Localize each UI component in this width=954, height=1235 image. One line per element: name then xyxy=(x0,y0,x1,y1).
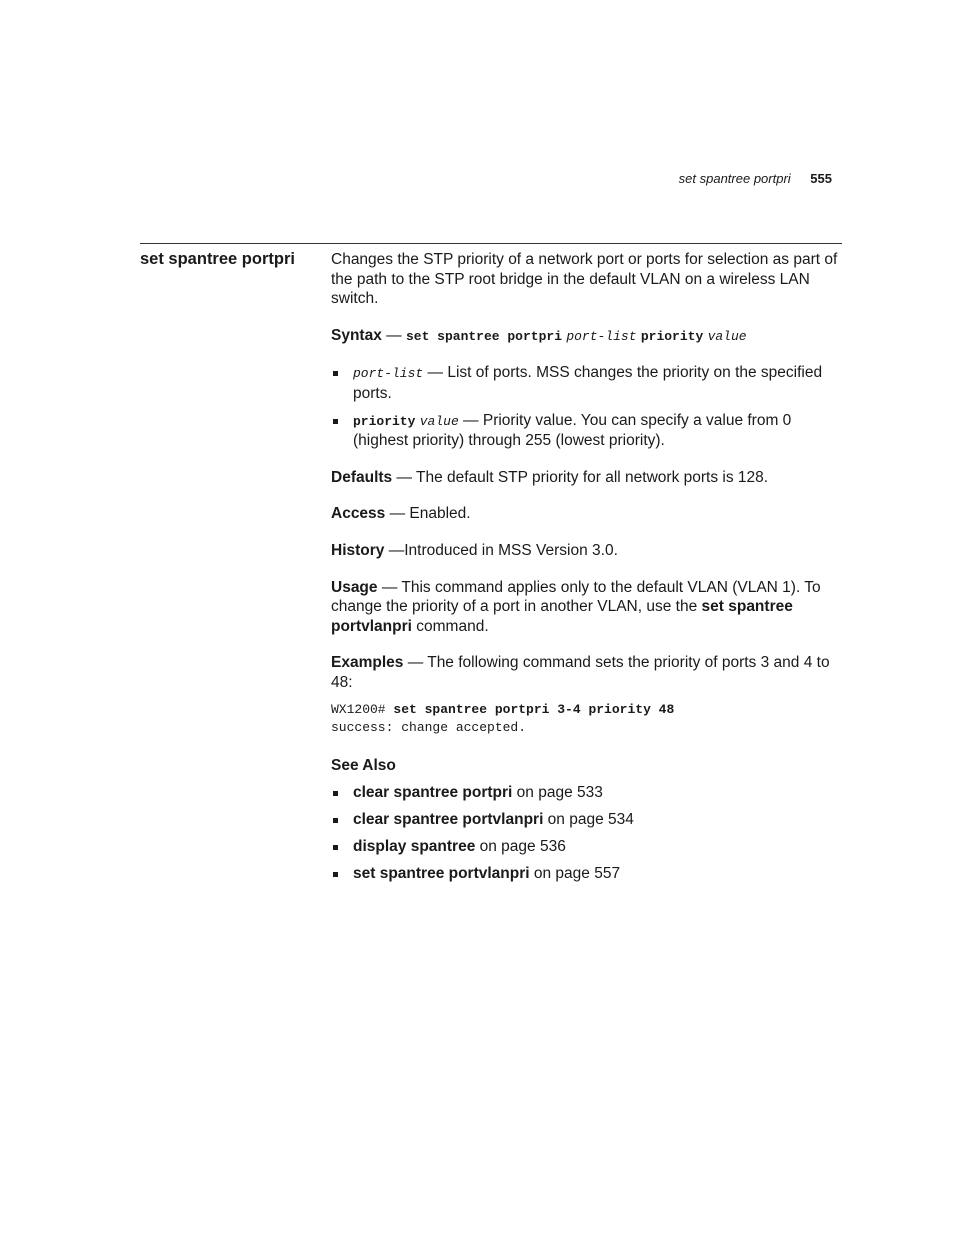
running-header-title: set spantree portpri xyxy=(678,171,791,186)
list-item xyxy=(331,783,841,803)
usage-label: Usage xyxy=(331,578,378,596)
code-command: set spantree portpri 3-4 priority 48 xyxy=(393,701,675,717)
defaults-paragraph xyxy=(331,468,841,488)
list-item xyxy=(331,837,841,857)
see-also-heading: See Also xyxy=(331,756,396,774)
code-output: success: change accepted. xyxy=(331,719,527,735)
parameter-list xyxy=(331,363,841,450)
param-description: — List of ports. MSS changes the priority on the specified ports. xyxy=(353,364,823,402)
param-keyword: priority xyxy=(353,413,416,429)
see-also-page-ref: on page 536 xyxy=(475,838,566,856)
history-label: History xyxy=(331,541,385,559)
bullet-square-icon xyxy=(333,419,338,424)
see-also-page-ref: on page 533 xyxy=(512,784,603,802)
list-item xyxy=(331,864,841,884)
access-label: Access xyxy=(331,505,386,523)
see-also-page-ref: on page 534 xyxy=(543,811,634,829)
example-code-block xyxy=(331,701,841,737)
running-header xyxy=(679,171,832,186)
defaults-text: — The default STP priority for all network ports is 128. xyxy=(392,468,769,486)
syntax-label: Syntax xyxy=(331,326,382,344)
see-also-command: clear spantree portpri xyxy=(353,784,513,802)
section-body xyxy=(331,250,841,901)
usage-text: — This command applies only to the default VLAN (VLAN 1). To change the priority of a port in another VLAN, use the xyxy=(331,578,821,616)
see-also-page-ref: on page 557 xyxy=(529,865,621,883)
bullet-square-icon xyxy=(333,845,338,850)
param-name: port-list xyxy=(353,366,424,382)
access-paragraph xyxy=(331,504,841,524)
syntax-arg-value: value xyxy=(707,328,747,344)
see-also-list xyxy=(331,783,841,884)
list-item xyxy=(331,810,841,830)
list-item xyxy=(331,411,841,451)
see-also-command: clear spantree portvlanpri xyxy=(353,811,544,829)
list-item xyxy=(331,363,841,403)
code-prompt: WX1200# xyxy=(331,701,394,717)
bullet-square-icon xyxy=(333,872,338,877)
param-description: — Priority value. You can specify a value from 0 (highest priority) through 255 (lowest priority). xyxy=(353,411,792,450)
see-also-command: set spantree portvlanpri xyxy=(353,865,530,883)
bullet-square-icon xyxy=(333,791,338,796)
param-name: value xyxy=(419,413,459,429)
syntax-line xyxy=(331,326,841,347)
bullet-square-icon xyxy=(333,371,338,376)
access-text: — Enabled. xyxy=(385,505,471,523)
bullet-square-icon xyxy=(333,818,338,823)
syntax-separator: — xyxy=(381,326,406,344)
syntax-keyword-priority: priority xyxy=(640,328,704,344)
usage-paragraph xyxy=(331,578,841,637)
examples-text: — The following command sets the priority of ports 3 and 4 to 48: xyxy=(331,654,830,691)
examples-paragraph xyxy=(331,653,841,692)
examples-label: Examples xyxy=(331,654,404,672)
history-paragraph xyxy=(331,541,841,561)
defaults-label: Defaults xyxy=(331,468,393,486)
page-number: 555 xyxy=(810,171,832,186)
history-text: —Introduced in MSS Version 3.0. xyxy=(384,541,618,559)
syntax-arg-port-list: port-list xyxy=(566,328,637,344)
section-title: set spantree portpri xyxy=(140,250,295,268)
see-also-command: display spantree xyxy=(353,838,476,856)
syntax-command: set spantree portpri xyxy=(405,328,562,344)
usage-command-ref: set spantree portvlanpri xyxy=(331,598,793,635)
usage-text-end: command. xyxy=(411,617,489,635)
intro-paragraph: Changes the STP priority of a network port or ports for selection as part of the path to the STP root bridge in the default VLAN on a wireless LAN switch. xyxy=(331,251,838,308)
section-rule xyxy=(140,243,842,244)
